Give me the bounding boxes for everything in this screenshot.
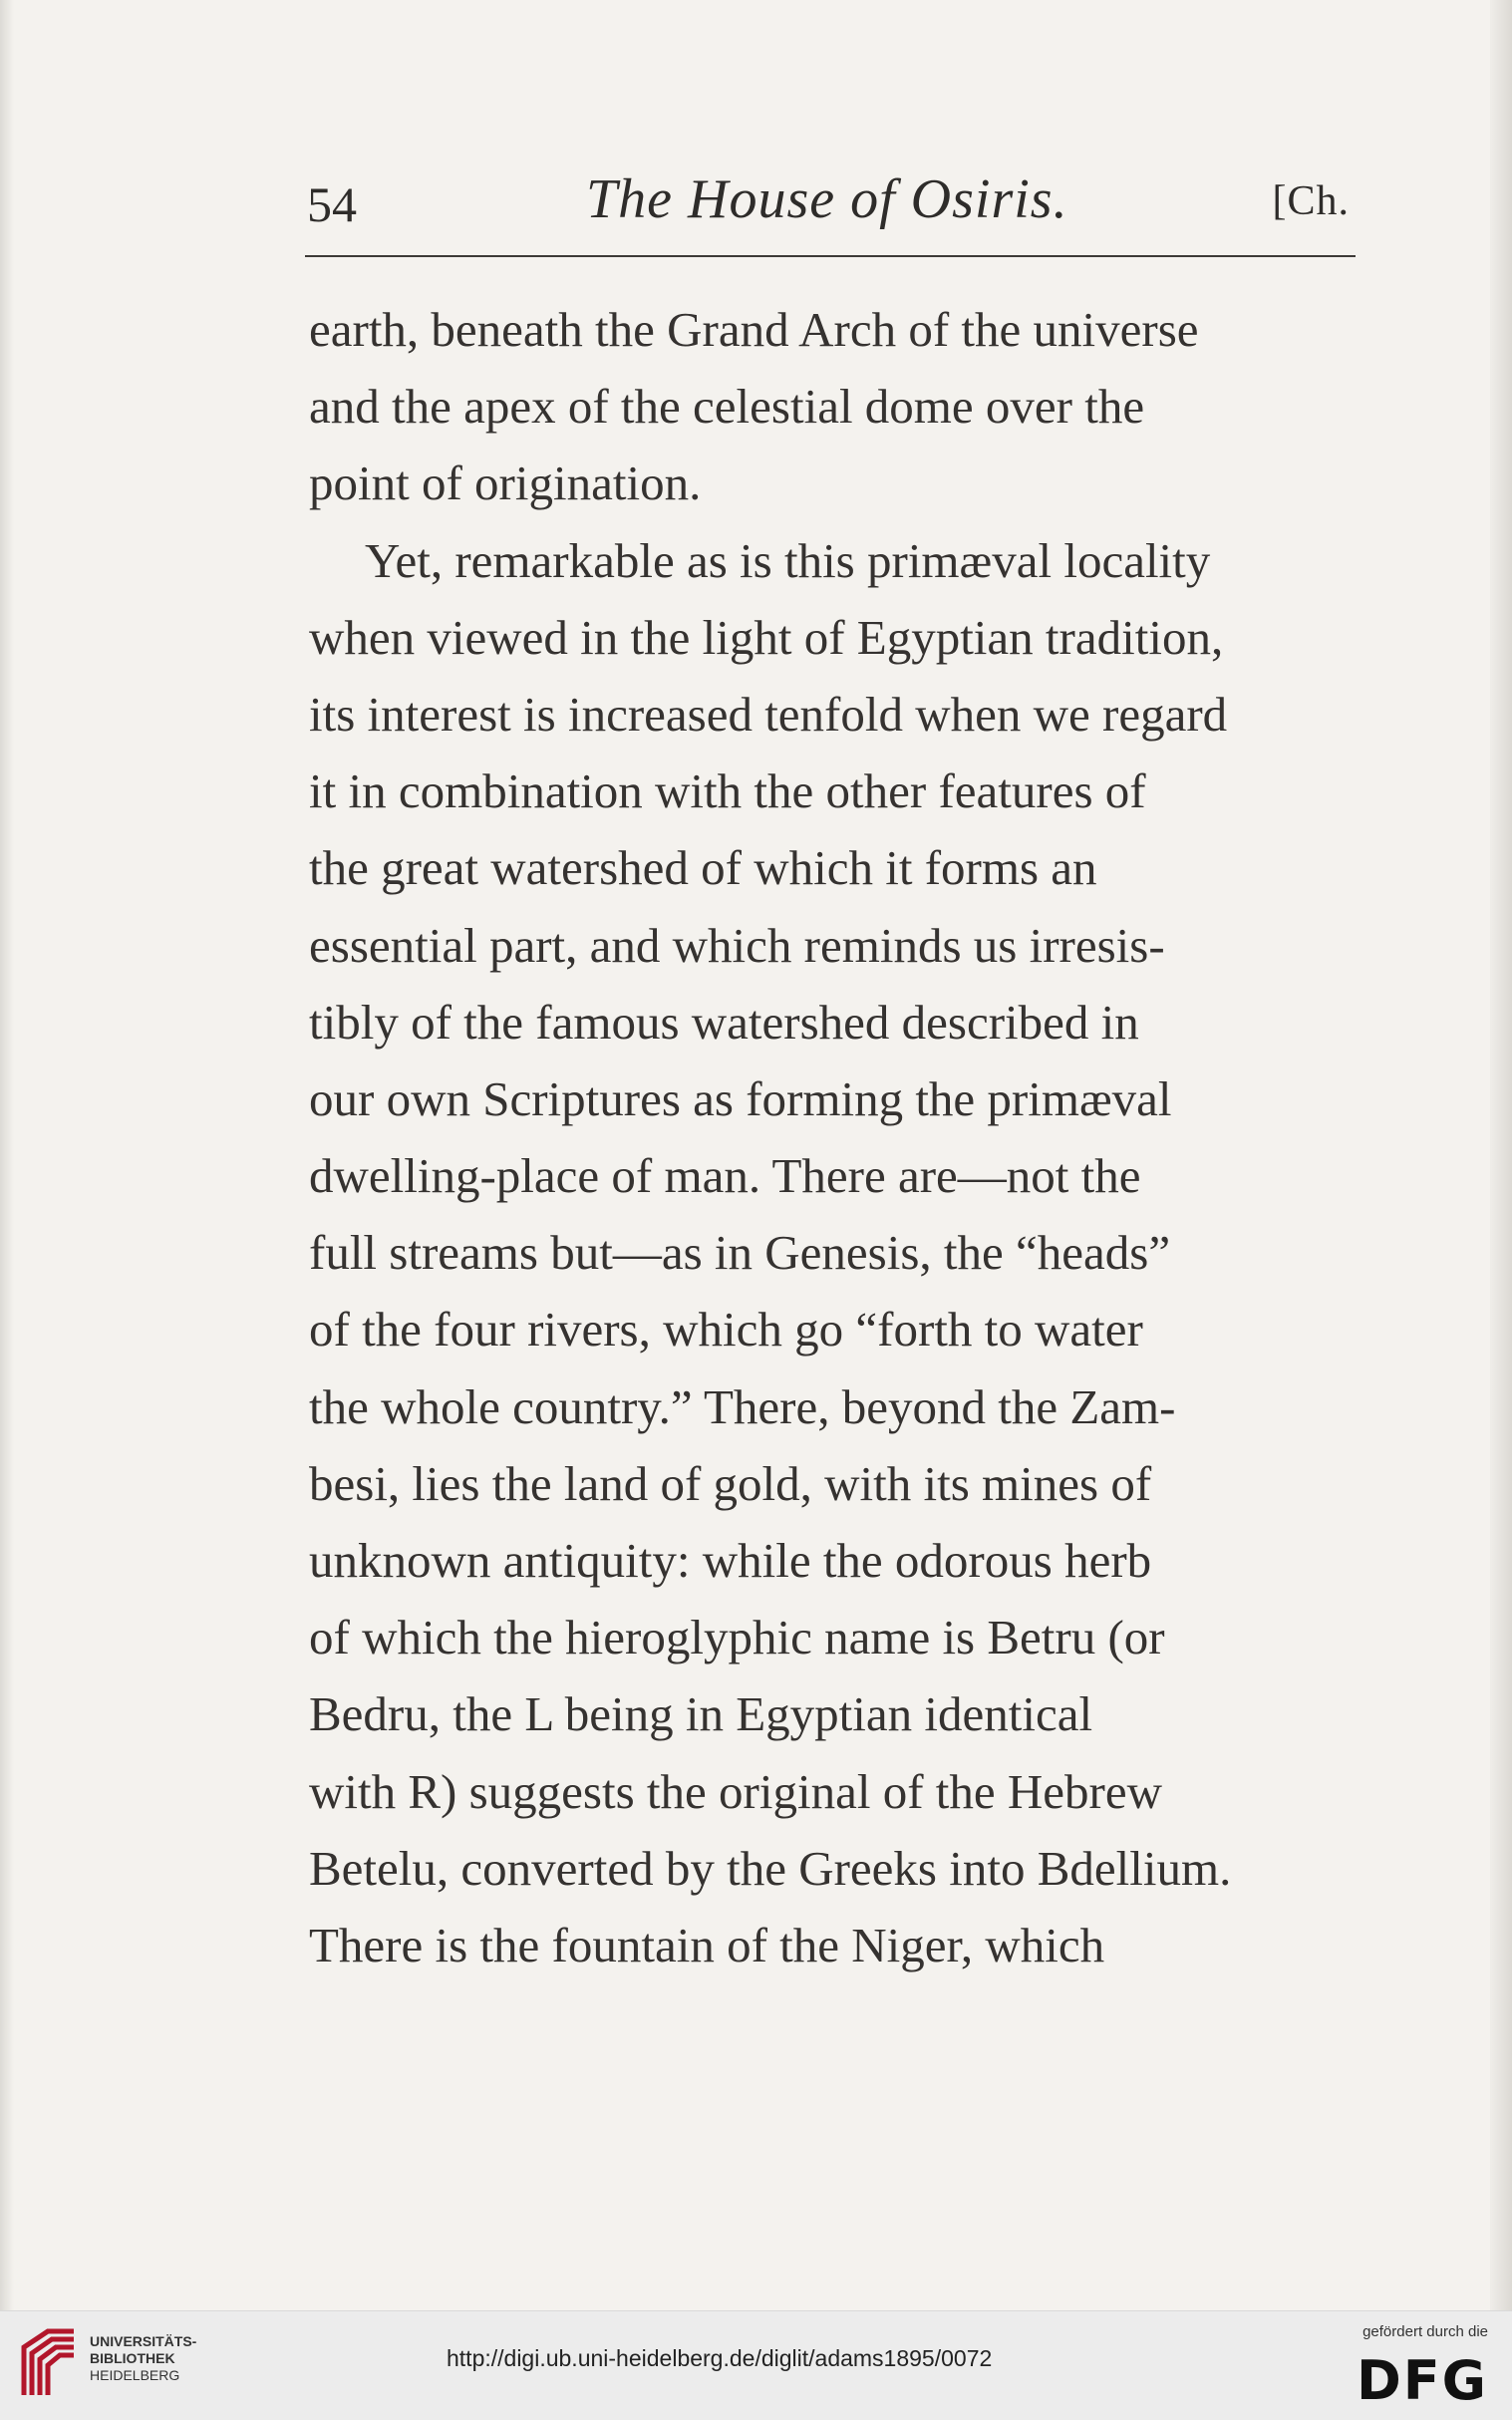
text-line: Betelu, converted by the Greeks into Bdellium. [309, 1840, 1232, 1896]
text-line: when viewed in the light of Egyptian tradition, [309, 609, 1224, 665]
dfg-logo: DFG [1356, 2349, 1488, 2412]
text-line: There is the fountain of the Niger, which [309, 1917, 1105, 1972]
text-line: and the apex of the celestial dome over the [309, 379, 1145, 435]
text-line: the great watershed of which it forms an [309, 840, 1097, 896]
page-left-edge [0, 0, 14, 2310]
text-line: besi, lies the land of gold, with its mines of [309, 1455, 1152, 1511]
library-name-line3: HEIDELBERG [90, 2367, 180, 2383]
library-name [90, 2333, 196, 2384]
permalink[interactable]: http://digi.ub.uni-heidelberg.de/diglit/adams1895/0072 [447, 2345, 993, 2371]
text-line: its interest is increased tenfold when we regard [309, 686, 1228, 742]
running-head [307, 167, 1356, 247]
page-number: 54 [307, 176, 357, 232]
page-right-edge [1490, 0, 1512, 2310]
viewer-footer [0, 2310, 1512, 2420]
body-text [309, 291, 1375, 1983]
text-line: full streams but—as in Genesis, the “heads” [309, 1225, 1171, 1281]
text-line: the whole country.” There, beyond the Zam- [309, 1378, 1176, 1434]
sponsor-caption: gefördert durch die [1362, 2323, 1488, 2340]
header-rule [305, 255, 1356, 257]
text-line: with R) suggests the original of the Hebrew [309, 1763, 1162, 1819]
text-line: point of origination. [309, 455, 702, 511]
text-line: it in combination with the other features of [309, 763, 1146, 819]
text-line: Yet, remarkable as is this primæval locality [365, 532, 1211, 588]
chapter-abbreviation: [Ch. [1272, 178, 1350, 224]
running-title: The House of Osiris. [586, 168, 1068, 230]
text-line: dwelling-place of man. There are—not the [309, 1148, 1141, 1204]
text-line: essential part, and which reminds us irresis- [309, 917, 1165, 973]
text-line: unknown antiquity: while the odorous herb [309, 1533, 1152, 1588]
text-line: our own Scriptures as forming the primæval [309, 1070, 1172, 1126]
text-line: Bedru, the L being in Egyptian identical [309, 1686, 1093, 1742]
text-line: of which the hieroglyphic name is Betru (or [309, 1610, 1165, 1665]
text-line: tibly of the famous watershed described in [309, 994, 1139, 1050]
library-name-line1: UNIVERSITÄTS- [90, 2333, 197, 2349]
library-name-line2: BIBLIOTHEK [90, 2350, 175, 2366]
text-line: of the four rivers, which go “forth to water [309, 1302, 1143, 1358]
library-logo-icon [18, 2325, 82, 2403]
text-line: earth, beneath the Grand Arch of the universe [309, 302, 1199, 357]
